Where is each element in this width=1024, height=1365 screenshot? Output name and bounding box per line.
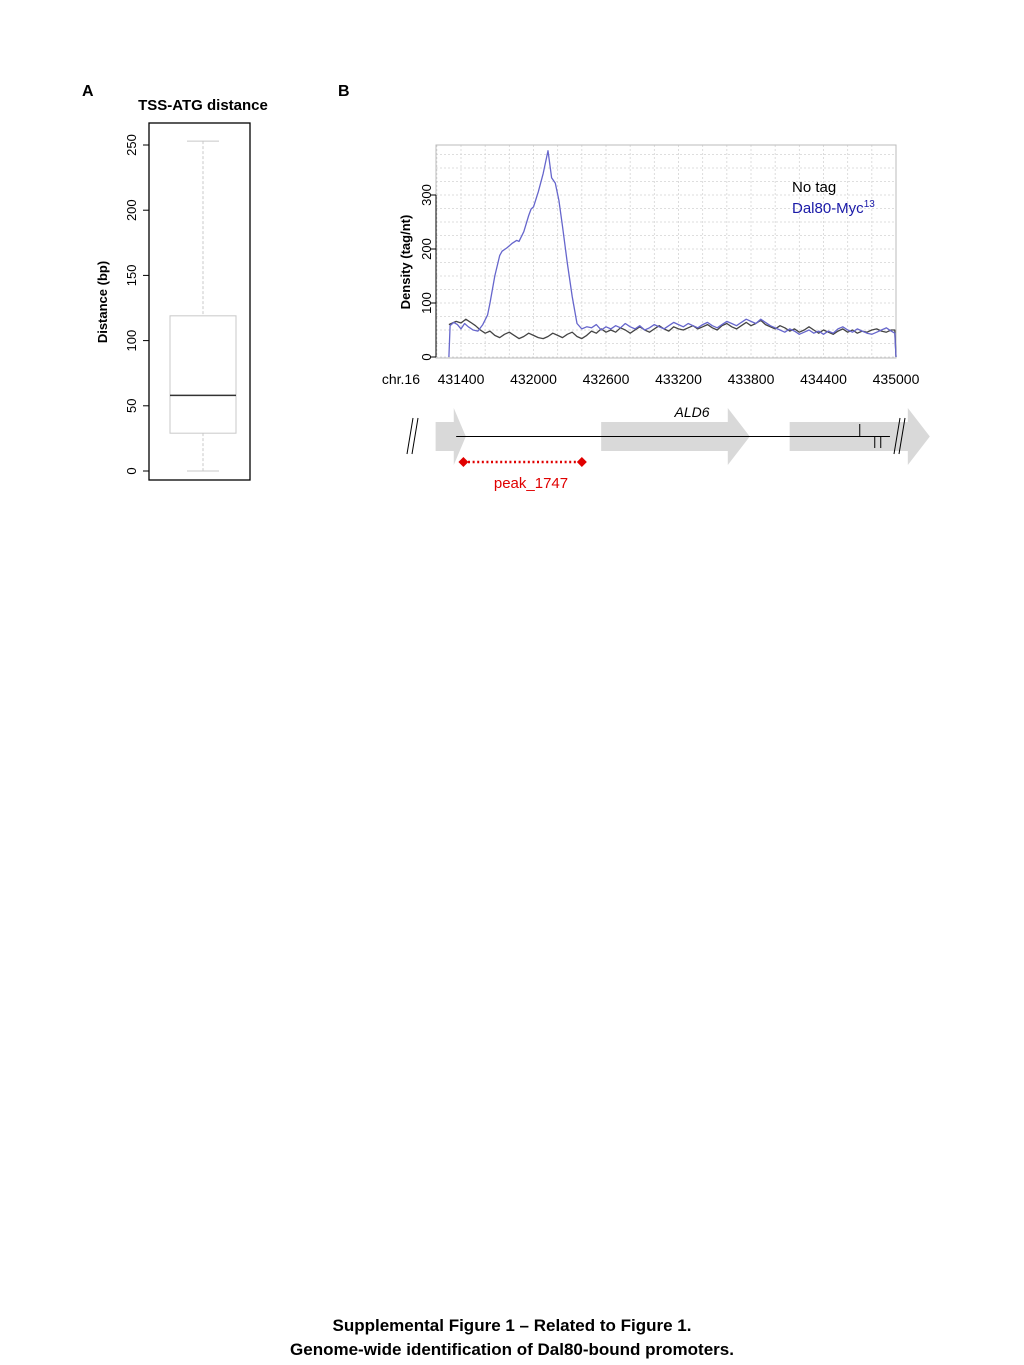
figure-caption-subtitle: Genome-wide identification of Dal80-bound promoters.: [290, 1340, 734, 1359]
panel-b-x-tick-label: 433200: [655, 371, 702, 387]
panel-a-title: TSS-ATG distance: [138, 97, 268, 114]
panel-a-plot-frame: [149, 123, 250, 480]
panel-b-y-tick-label: 100: [419, 292, 434, 314]
panel-a-y-tick-label: 150: [124, 264, 139, 287]
panel-a-y-tick-label: 100: [124, 329, 139, 352]
panel-a-boxplot: [170, 141, 236, 471]
panel-b-y-tick-label: 300: [419, 184, 434, 206]
panel-b-x-tick-label: 431400: [437, 371, 485, 387]
panel-b-y-axis-label: Density (tag/nt): [398, 214, 413, 310]
panel-a-y-tick-label: 50: [124, 398, 139, 414]
panel-b-x-tick-label: 435000: [872, 371, 920, 387]
panel-b-y-ticks: [419, 184, 436, 360]
legend-item-no-tag: No tag: [792, 179, 837, 196]
panel-b-y-tick-label: 0: [419, 353, 434, 361]
panel-b-x-axis-label: chr.16: [381, 371, 420, 387]
panel-a-y-ticks: [124, 134, 149, 474]
panel-b-x-ticks: [438, 371, 920, 387]
panel-b-plot-frame: [436, 145, 896, 358]
series-line-no-tag: [449, 319, 896, 357]
peak-end-marker: [577, 457, 587, 467]
figure-caption-title: Supplemental Figure 1 – Related to Figure 1.: [332, 1316, 692, 1335]
panel-b-x-tick-label: 433800: [727, 371, 775, 387]
panel-a-y-tick-label: 0: [124, 467, 139, 475]
peak-label: peak_1747: [493, 475, 569, 492]
gene-label-ald6: ALD6: [674, 404, 710, 420]
panel-b-x-tick-label: 434400: [800, 371, 847, 387]
panel-b-grid: [436, 145, 896, 358]
panel-b-label: B: [338, 83, 350, 100]
panel-a-label: A: [82, 83, 94, 100]
panel-b-x-tick-label: 432000: [510, 371, 557, 387]
panel-a-y-tick-label: 250: [124, 134, 139, 156]
legend-dal80-myc-name: Dal80-Myc: [792, 200, 864, 217]
panel-b-x-tick-label: 432600: [582, 371, 630, 387]
peak-start-marker: [458, 457, 468, 467]
panel-a-y-axis-label: Distance (bp): [95, 260, 110, 344]
box-iqr: [170, 316, 236, 433]
legend-dal80-myc-superscript: 13: [863, 199, 875, 210]
gene-annotation-track: [407, 408, 930, 467]
panel-b-y-tick-label: 200: [419, 238, 434, 260]
axis-break-left: [407, 418, 413, 454]
panel-a-y-tick-label: 200: [124, 199, 139, 222]
legend-item-dal80-myc: [792, 199, 875, 217]
axis-break-left: [412, 418, 418, 454]
